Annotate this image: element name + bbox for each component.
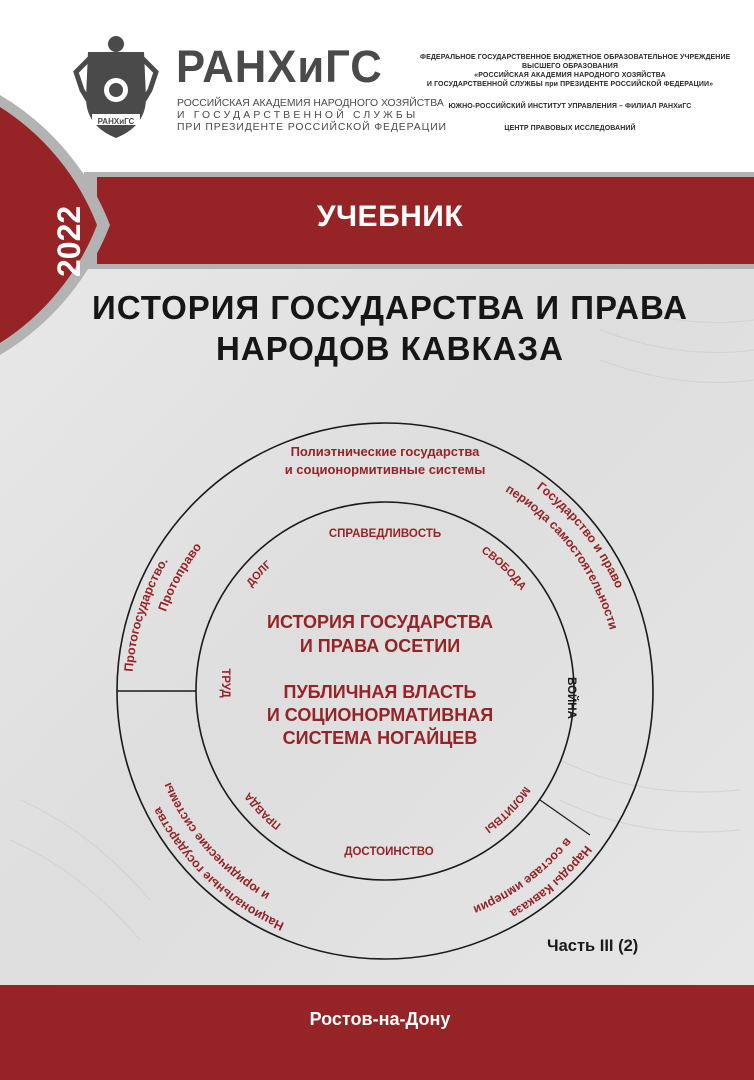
outer-left-line-1: Протогосударство. <box>121 554 171 673</box>
inner-word-lower-left: ПРАВДА <box>242 790 284 832</box>
brand-line-1: РОССИЙСКАЯ АКАДЕМИЯ НАРОДНОГО ХОЗЯЙСТВА <box>177 98 444 109</box>
outer-bottom-right-line-1: Народы Кавказа <box>507 842 595 921</box>
brand-name: РАНХиГС <box>176 41 383 92</box>
inner-word-bottom: ДОСТОИНСТВО <box>344 846 434 858</box>
title-line-2: НАРОДОВ КАВКАЗА <box>216 330 564 367</box>
emblem-label: РАНХиГС <box>97 117 135 126</box>
brand-line-2: И ГОСУДАРСТВЕННОЙ СЛУЖБЫ <box>177 110 419 121</box>
center-title-1-line: ИСТОРИЯ ГОСУДАРСТВА <box>267 612 493 632</box>
title-line-1: ИСТОРИЯ ГОСУДАРСТВА И ПРАВА <box>92 289 688 326</box>
book-type-label: УЧЕБНИК <box>316 200 464 233</box>
inner-word-right: ВОЙНА <box>565 677 577 719</box>
institution-line: «РОССИЙСКАЯ АКАДЕМИЯ НАРОДНОГО ХОЗЯЙСТВА <box>474 72 666 79</box>
inner-word-upper-right: СВОБОДА <box>479 544 529 593</box>
institute-name: ЮЖНО-РОССИЙСКИЙ ИНСТИТУТ УПРАВЛЕНИЯ – ФИЛИАЛ РАНХиГС <box>448 103 692 110</box>
center-title-2-line: ПУБЛИЧНАЯ ВЛАСТЬ <box>283 682 477 702</box>
institution-line: ФЕДЕРАЛЬНОЕ ГОСУДАРСТВЕННОЕ БЮДЖЕТНОЕ ОБРАЗОВАТЕЛЬНОЕ УЧРЕЖДЕНИЕ <box>420 54 731 61</box>
institution-line: ВЫСШЕГО ОБРАЗОВАНИЯ <box>521 63 619 70</box>
institution-line: И ГОСУДАРСТВЕННОЙ СЛУЖБЫ при ПРЕЗИДЕНТЕ РОССИЙСКОЙ ФЕДЕРАЦИИ» <box>426 81 714 88</box>
center-title-2 <box>210 681 550 750</box>
inner-word-top: СПРАВЕДЛИВОСТЬ <box>328 528 442 540</box>
outer-top-line-2: и соционормитивные системы <box>284 462 486 477</box>
center-name: ЦЕНТР ПРАВОВЫХ ИССЛЕДОВАНИЙ <box>504 125 636 132</box>
city-label: Ростов-на-Дону <box>309 1009 451 1029</box>
inner-word-lower-right: МОЛИТВЫ <box>482 784 533 836</box>
center-title-2-line: И СОЦИОНОРМАТИВНАЯ <box>266 705 494 725</box>
center-title-2-line: СИСТЕМА НОГАЙЦЕВ <box>282 728 478 748</box>
outer-top-line-1: Полиэтнические государства <box>290 444 480 459</box>
inner-word-left: ТРУД <box>219 668 231 698</box>
inner-word-upper-left: ДОЛГ <box>244 558 274 590</box>
brand-line-3: ПРИ ПРЕЗИДЕНТЕ РОССИЙСКОЙ ФЕДЕРАЦИИ <box>177 122 447 133</box>
outer-left-line-2: Протоправо <box>155 540 205 614</box>
outer-bottom-left-line-2: и юридические системы <box>160 780 272 904</box>
outer-bottom-left-line-1: Национальные государства <box>150 805 286 934</box>
year-label: 2022 <box>51 205 87 277</box>
outer-bottom-right-line-2: в составе империи <box>471 835 575 918</box>
outer-right-line-1: Государство и право <box>534 479 627 591</box>
outer-right-line-2: периода самостоятельности <box>503 481 621 632</box>
center-title-1 <box>210 610 550 658</box>
center-title-1-line: И ПРАВА ОСЕТИИ <box>299 636 461 656</box>
part-label: Часть III (2) <box>547 937 639 955</box>
